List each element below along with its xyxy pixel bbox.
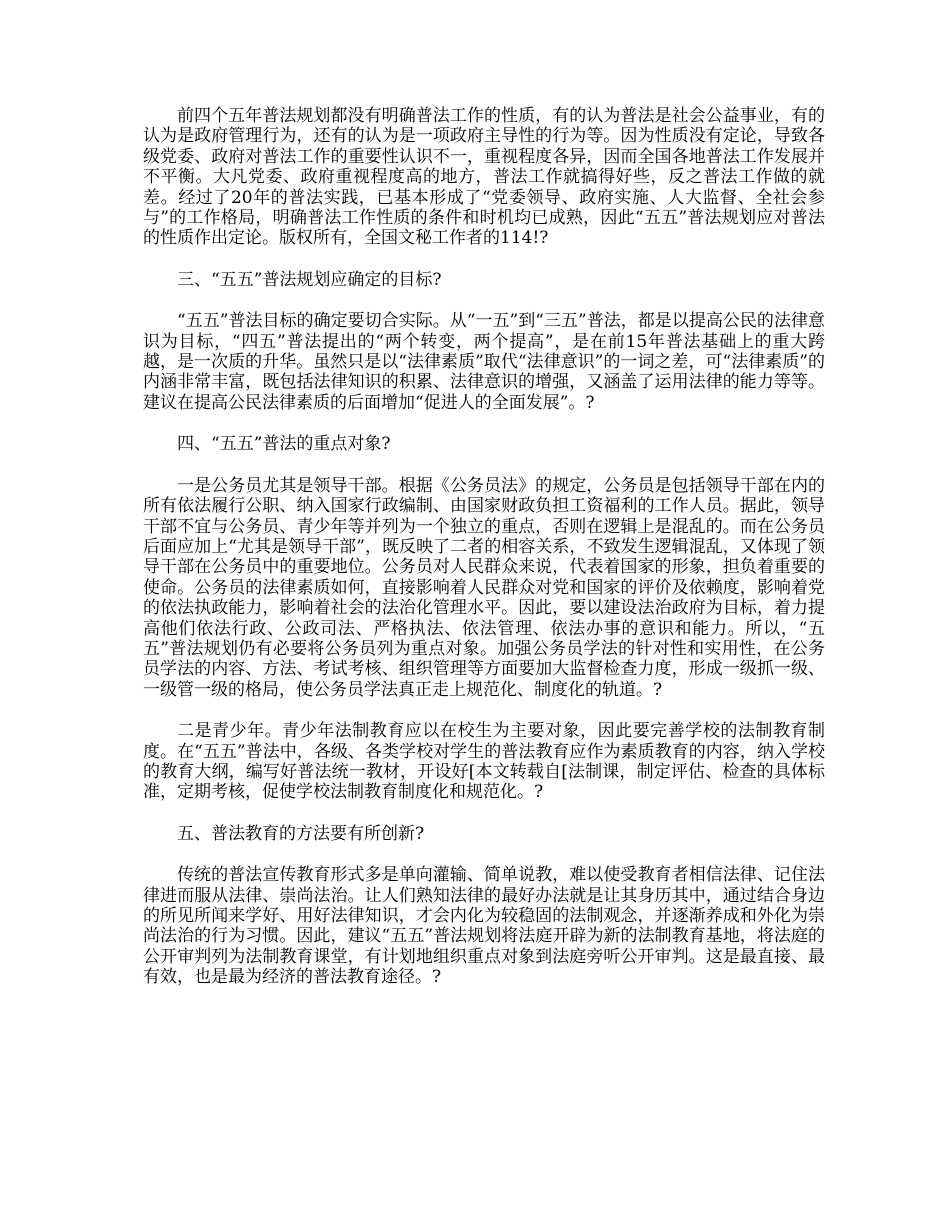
paragraph-gap — [143, 700, 825, 721]
section-heading-four: 四、“五五”普法的重点对象? — [177, 434, 391, 455]
paragraph-gap — [143, 844, 825, 865]
paragraph-gap — [143, 413, 825, 434]
section-heading-five: 五、普法教育的方法要有所创新? — [177, 823, 425, 844]
paragraph-gap — [143, 803, 825, 824]
section-heading-three: 三、“五五”普法规划应确定的目标? — [177, 269, 442, 290]
paragraph-youth: 二是青少年。青少年法制教育应以在校生为主要对象，因此要完善学校的法制教育制度。在“五五”普法中，各级、各类学校对学生的普法教育应作为素质教育的内容，纳入学校的教育大纲，编写好普法统一教材，开设好[本文转载自[法制课，制定评估、检查的具体标准，定期考核，促使学校法制教育制度化和规范化。? — [143, 721, 825, 803]
paragraph-goals: “五五”普法目标的确定要切合实际。从“一五”到“三五”普法，都是以提高公民的法律意识为目标，“四五”普法提出的“两个转变，两个提高”，是在前15年普法基础上的重大跨越，是一次质的升华。虽然只是以“法律素质”取代“法律意识”的一词之差，可“法律素质”的内涵非常丰富，既包括法律知识的积累、法律意识的增强，又涵盖了运用法律的能力等等。建议在提高公民法律素质的后面增加“促进人的全面发展”。? — [143, 311, 825, 413]
paragraph-gap — [143, 455, 825, 476]
paragraph-civil-servants: 一是公务员尤其是领导干部。根据《公务员法》的规定，公务员是包括领导干部在内的所有依法履行公职、纳入国家行政编制、由国家财政负担工资福利的工作人员。据此，领导干部不宜与公务员、青少年等并列为一个独立的重点，否则在逻辑上是混乱的。而在公务员后面应加上“尤其是领导干部”，既反映了二者的相容关系，不致发生逻辑混乱，又体现了领导干部在公务员中的重要地位。公务员对人民群众来说，代表着国家的形象，担负着重要的使命。公务员的法律素质如何，直接影响着人民群众对党和国家的评价及依赖度，影响着党的依法执政能力，影响着社会的法治化管理水平。因此，要以建设法治政府为目标，着力提高他们依法行政、公政司法、严格执法、依法管理、依法办事的意识和能力。所以，“五五”普法规划仍有必要将公务员列为重点对象。加强公务员学法的针对性和实用性，在公务员学法的内容、方法、考试考核、组织管理等方面要加大监督检查力度，形成一级抓一级、一级管一级的格局，使公务员学法真正走上规范化、制度化的轨道。? — [143, 475, 825, 700]
paragraph-intro: 前四个五年普法规划都没有明确普法工作的性质，有的认为普法是社会公益事业，有的认为是政府管理行为，还有的认为是一项政府主导性的行为等。因为性质没有定论，导致各级党委、政府对普法工作的重要性认识不一，重视程度各异，因而全国各地普法工作发展并不平衡。大凡党委、政府重视程度高的地方，普法工作就搞得好些，反之普法工作做的就差。经过了20年的普法实践，已基本形成了“党委领导、政府实施、人大监督、全社会参与”的工作格局，明确普法工作性质的条件和时机均已成熟，因此“五五”普法规划应对普法的性质作出定论。版权所有，全国文秘工作者的114!? — [143, 106, 825, 249]
paragraph-gap — [143, 249, 825, 270]
paragraph-methods: 传统的普法宣传教育形式多是单向灌输、简单说教，难以使受教育者相信法律、记住法律进而服从法律、崇尚法治。让人们熟知法律的最好办法就是让其身历其中，通过结合身边的所见所闻来学好、用好法律知识，才会内化为较稳固的法制观念，并逐渐养成和外化为崇尚法治的行为习惯。因此，建议“五五”普法规划将法庭开辟为新的法制教育基地，将法庭的公开审判列为法制教育课堂，有计划地组织重点对象到法庭旁听公开审判。这是最直接、最有效，也是最为经济的普法教育途径。? — [143, 865, 825, 988]
document-body — [143, 106, 825, 988]
paragraph-gap — [143, 290, 825, 311]
